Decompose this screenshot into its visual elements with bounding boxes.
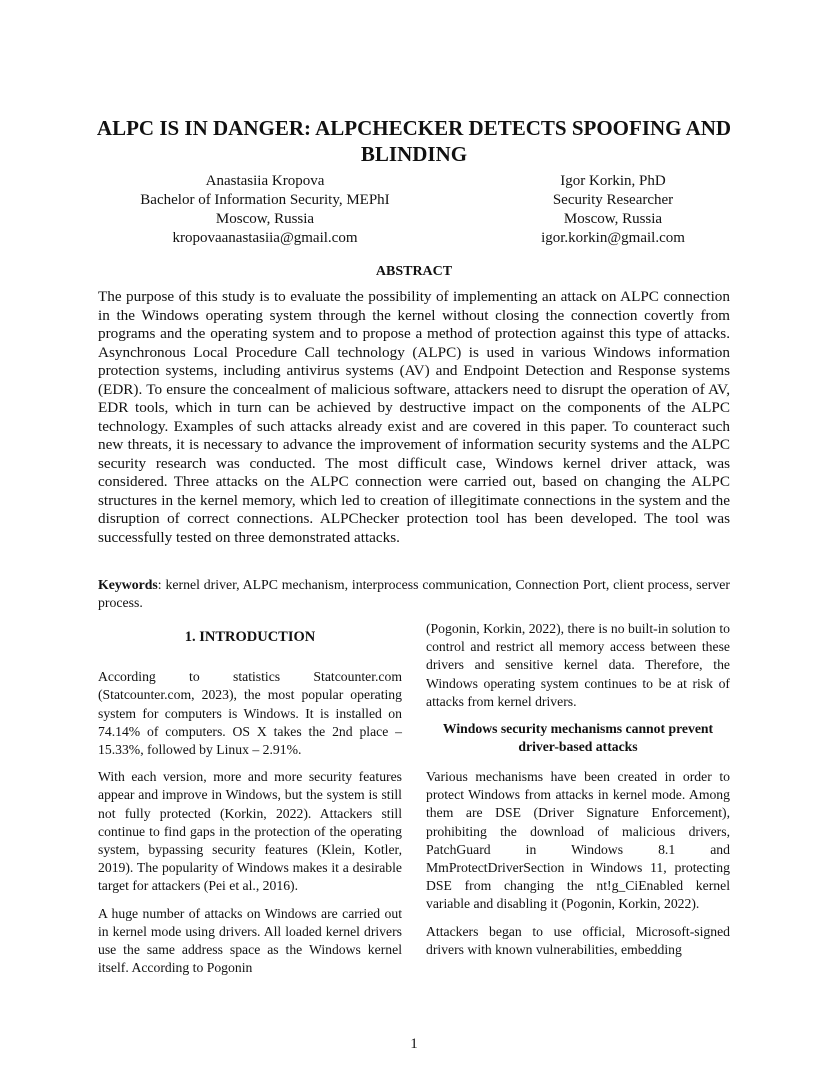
keywords-text: : kernel driver, ALPC mechanism, interprocess communication, Connection Port, client process, server process. [98,577,730,610]
abstract-heading: ABSTRACT [375,264,453,279]
subsection-heading: Windows security mechanisms cannot prevent driver-based attacks [442,721,714,755]
paragraph: According to statistics Statcounter.com (Statcounter.com, 2023), the most popular operating system for computers is Windows. It is installed on 74.14% of computers. OS X takes the 2nd place – 15.33%, followed by Linux – 2.91%. [98,669,402,758]
author-location: Moscow, Russia [563,211,663,227]
left-column [98,620,402,986]
author-email: igor.korkin@gmail.com [541,230,685,246]
paragraph: Attackers began to use official, Microsoft-signed drivers with known vulnerabilities, embedding [426,923,730,957]
page-number: 1 [410,1036,418,1052]
keywords [98,576,730,612]
section-heading-introduction: 1. INTRODUCTION [184,629,316,645]
right-column [426,620,730,968]
paragraph: With each version, more and more security features appear and improve in Windows, but the system is still not fully protected (Korkin, 2022). Attackers still continue to find gaps in the protection of the operating system, bypassing security features (Klein, Kotler, 2019). The popularity of Windows makes it a desirable target for attackers (Pei et al., 2016). [98,769,402,894]
author-role: Bachelor of Information Security, MEPhI [140,192,390,208]
author-email: kropovaanastasiia@gmail.com [172,230,358,246]
paragraph: Various mechanisms have been created in order to protect Windows from attacks in kernel mode. Among them are DSE (Driver Signature Enforcement), prohibiting the download of malicious drivers, PatchGuard in Windows 8.1 and MmProtectDriverSection in Windows 11, protecting DSE from changing the nt!g_CiEnabled kernel variable and disabling it (Pogonin, Korkin, 2022). [426,769,730,912]
author-block-1 [100,172,430,248]
paragraph: (Pogonin, Korkin, 2022), there is no built-in solution to control and restrict all memory access between these drivers and sensitive kernel data. Therefore, the Windows operating system continues to be at risk of attacks from kernel drivers. [426,621,730,709]
author-name: Anastasiia Kropova [205,173,325,189]
paper-title: ALPC IS IN DANGER: ALPCHECKER DETECTS SPOOFING AND BLINDING [96,116,732,166]
author-role: Security Researcher [552,192,674,208]
author-block-2 [478,172,748,248]
author-location: Moscow, Russia [215,211,315,227]
keywords-label: Keywords [98,577,158,592]
paragraph: A huge number of attacks on Windows are carried out in kernel mode using drivers. All loaded kernel drivers use the same address space as the Windows kernel itself. According to Pogonin [98,905,402,976]
author-name: Igor Korkin, PhD [560,173,666,189]
abstract-text: The purpose of this study is to evaluate the possibility of implementing an attack on ALPC connection in the Windows operating system through the kernel without closing the connection covertly from programs and the operating system and to propose a method of protection against this type of attacks. Asynchronous Local Procedure Call technology (ALPC) is used in various Windows information protection systems, including antivirus systems (AV) and Endpoint Detection and Response systems (EDR). To ensure the concealment of malicious software, attackers need to disrupt the operation of AV, EDR tools, which in turn can be achieved by destructive impact on the components of the ALPC technology. Examples of such attacks already exist and are covered in this paper. To counteract such new threats, it is necessary to advance the improvement of information security systems and the ALPC security research was conducted. The most difficult case, Windows kernel driver attack, was considered. Three attacks on the ALPC connection were carried out, based on changing the ALPC structures in the kernel memory, which led to creation of illegitimate connections in the system and the disruption of correct connections. ALPChecker protection tool has been developed. The tool was successfully tested on three demonstrated attacks. [98,288,730,546]
